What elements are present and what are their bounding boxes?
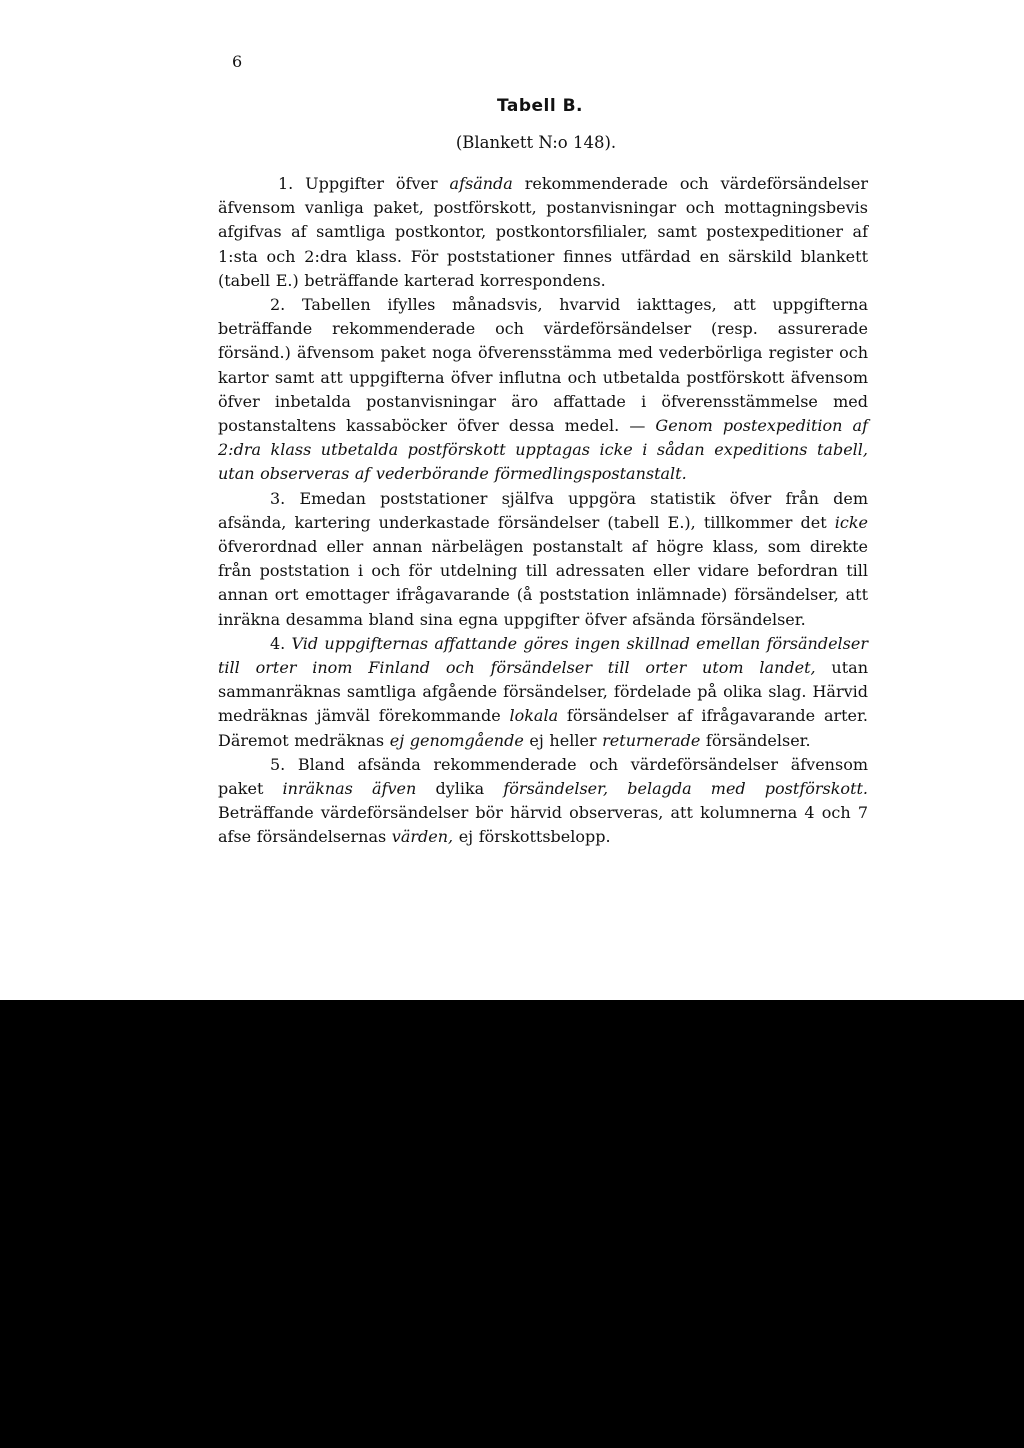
italic-run: värden, (391, 827, 454, 847)
paragraph-5 (218, 753, 868, 850)
italic-run: försändelser, belagda med postförskott. (503, 779, 869, 799)
italic-run: ej genomgående (389, 730, 524, 750)
text-run: dylika (416, 779, 504, 799)
italic-run: inräknas äfven (282, 779, 417, 799)
paragraph-1 (218, 172, 868, 293)
text-run: Beträffande värdeförsändelser bör härvid observeras, att kolumnerna 4 och 7 afse försändelsernas (218, 803, 868, 847)
page-subtitle: (Blankett N:o 148). (455, 133, 617, 152)
page-number: 6 (232, 52, 243, 71)
text-run: ej förskottsbelopp. (453, 827, 611, 847)
text-run: 3. Emedan poststationer själfva uppgöra statistik öfver från dem afsända, kartering underkastade försändelser (tabell E.), tillkommer det (218, 488, 868, 532)
text-run: 2. Tabellen ifylles månadsvis, hvarvid iakttages, att uppgifterna beträffande rekommenderade och värdeförsändelser (resp. assurerade försänd.) äfvensom paket noga öfverensstämma med vederbörliga register och kartor samt att uppgifterna öfver influtna och utbetalda postförskott äfvensom öfver inbetalda postanvisningar äro affattade i öfverensstämmelse med postanstaltens kassaböcker öfver dessa medel. — (218, 295, 868, 436)
text-run: ej heller (523, 730, 603, 750)
text-run: rekommenderade och värdeförsändelser äfvensom vanliga paket, postförskott, postanvisningar och mottagningsbevis afgifvas af samtliga postkontor, postkontorsfilialer, samt postexpeditioner af 1:sta och 2:dra klass. För poststationer finnes utfärdad en särskild blankett (tabell E.) beträffande karterad korrespondens. (218, 174, 869, 290)
text-run: försändelser af ifrågavarande arter. Däremot medräknas (218, 706, 869, 750)
italic-run: returnerade (602, 730, 701, 750)
italic-run: Genom postexpedition af 2:dra klass utbetalda postförskott upptagas icke i sådan expeditions tabell, utan observeras af vederbörande förmedlingspostanstalt. (218, 416, 868, 484)
text-run: försändelser. (700, 730, 811, 750)
text-run: 1. Uppgifter öfver (278, 174, 450, 193)
text-run: öfverordnad eller annan närbelägen postanstalt af högre klass, som direkte från poststation i och för utdelning till adressaten eller vidare befordran till annan ort emottager ifrågavarande (å poststation inlämnade) försändelser, att inräkna desamma bland sina egna uppgifter öfver afsända försändelser. (218, 537, 868, 629)
italic-run: icke (834, 512, 868, 532)
page-title: Tabell B. (496, 96, 584, 116)
paragraph-4 (218, 632, 868, 753)
italic-run: Vid uppgifternas affattande göres ingen skillnad emellan försändelser till orter inom Finland och försändelser till orter utom landet, (218, 633, 868, 678)
text-run: utan sammanräknas samtliga afgående försändelser, fördelade på olika slag. Härvid medräknas jämväl förekommande (218, 658, 868, 726)
text-run: 5. Bland afsända rekommenderade och värdeförsändelser äfvensom paket (218, 754, 868, 799)
body-text (218, 172, 868, 850)
paragraph-3 (218, 487, 868, 632)
italic-run: afsända (449, 174, 513, 193)
text-run: 4. (270, 633, 292, 653)
italic-run: lokala (509, 706, 559, 726)
paragraph-2 (218, 293, 868, 487)
